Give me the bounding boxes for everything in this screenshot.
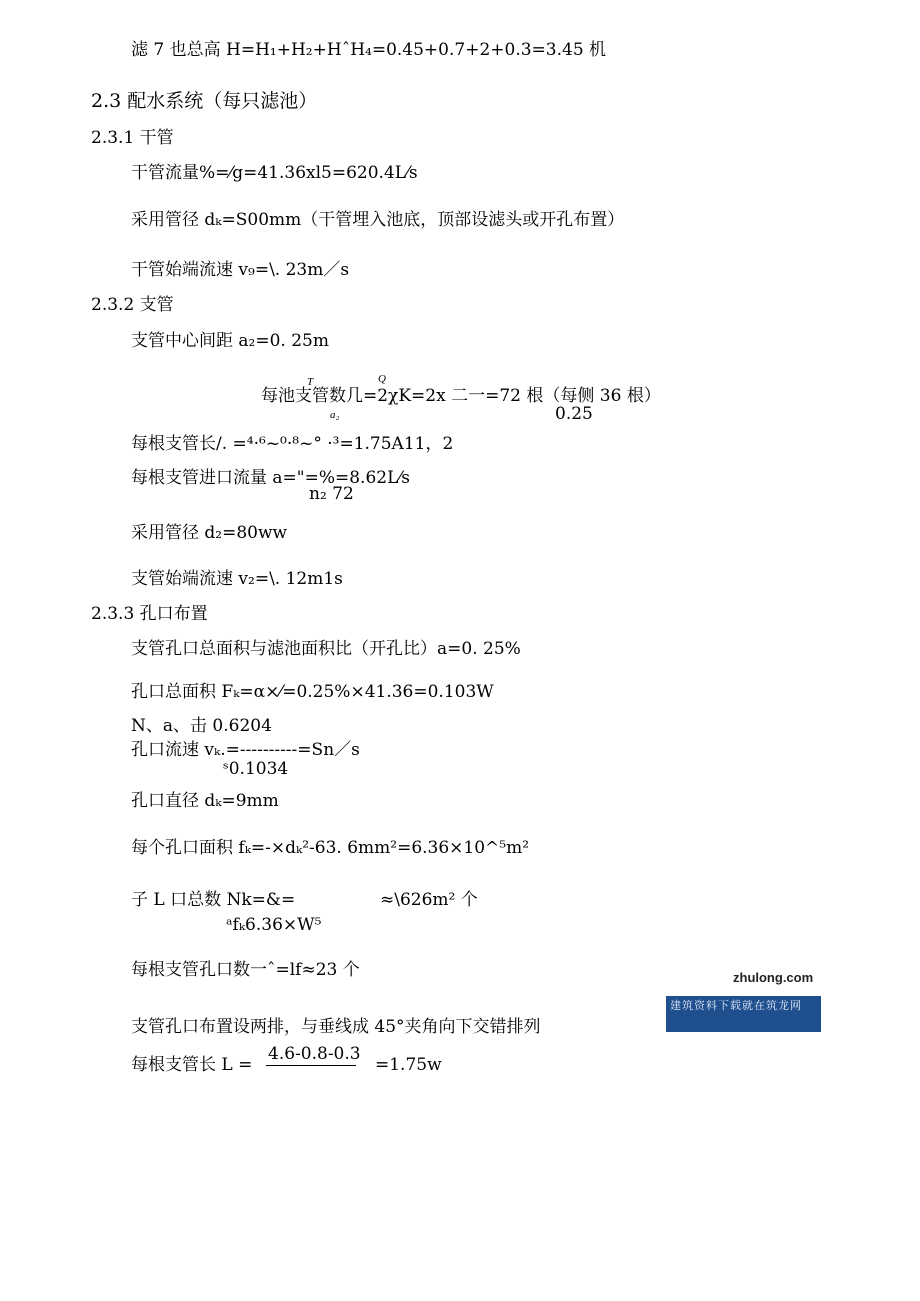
orifice-velocity-denominator: ˢ0.1034: [223, 759, 289, 779]
branch-velocity-line: 支管始端流速 v₂=\. 12m1s: [131, 569, 343, 589]
main-pipe-velocity-line: 干管始端流速 v₉=\. 23m／s: [131, 260, 350, 280]
main-pipe-flow-line: 干管流量%=⁄g=41.36xl5=620.4L⁄s: [131, 163, 418, 183]
branch-length-formula-result: =1.75w: [375, 1055, 442, 1075]
branch-diameter-line: 采用管径 d₂=80ww: [131, 523, 288, 543]
branch-length-line: 每根支管长/. =⁴·⁶~⁰·⁸~° ·³=1.75A11，2: [131, 434, 454, 454]
section-heading-2-3-2: 2.3.2 支管: [91, 295, 174, 315]
orifice-diameter-line: 孔口直径 dₖ=9mm: [131, 791, 279, 811]
branch-count-t-mark: T: [307, 376, 314, 388]
total-height-line: 滤 7 也总高 H=H₁+H₂+HˆH₄=0.45+0.7+2+0.3=3.45 机: [131, 40, 607, 60]
orifice-arrangement-line: 支管孔口布置设两排，与垂线成 45°夹角向下交错排列: [131, 1017, 541, 1037]
orifice-count-denominator: ᵃfₖ6.36×W⁵: [226, 915, 322, 935]
branch-spacing-line: 支管中心间距 a₂=0. 25m: [131, 331, 329, 351]
opening-ratio-line: 支管孔口总面积与滤池面积比（开孔比）a=0. 25%: [131, 639, 521, 659]
orifice-count-line-right: ≈\626m² 个: [380, 890, 478, 910]
watermark-banner: 建筑资料下载就在筑龙网: [666, 996, 821, 1032]
branch-inlet-flow-denominator: n₂ 72: [309, 484, 354, 504]
section-heading-2-3-3: 2.3.3 孔口布置: [91, 604, 208, 624]
branch-length-formula-left: 每根支管长 L =: [131, 1055, 253, 1075]
branch-count-denominator: 0.25: [555, 404, 593, 424]
orifice-velocity-line: 孔口流速 vₖ.=----------=Sn／s: [131, 740, 360, 760]
section-heading-2-3: 2.3 配水系统（每只滤池）: [91, 90, 318, 112]
orifice-total-area-line: 孔口总面积 Fₖ=α×⁄=0.25%×41.36=0.103W: [131, 682, 494, 702]
orifice-count-line-left: 子 L 口总数 Nk=&=: [131, 890, 296, 910]
branch-length-formula-numerator: 4.6-0.8-0.3: [268, 1044, 361, 1064]
orifice-velocity-numerator-line: N、a、击 0.6204: [131, 716, 272, 736]
orifice-area-line: 每个孔口面积 fₖ=-×dₖ²-63. 6mm²=6.36×10^⁵m²: [131, 838, 530, 858]
branch-count-az: a₂: [330, 409, 340, 421]
section-heading-2-3-1: 2.3.1 干管: [91, 128, 174, 148]
orifice-per-branch-line: 每根支管孔口数一ˆ=lf≈23 个: [131, 960, 360, 980]
main-pipe-diameter-line: 采用管径 dₖ=S00mm（干管埋入池底，顶部设滤头或开孔布置）: [131, 210, 625, 230]
watermark-site-text: zhulong.com: [733, 970, 814, 985]
branch-count-q-mark: Q: [378, 373, 386, 385]
branch-inlet-flow-line: 每根支管进口流量 a="=%=8.62L⁄s: [131, 468, 410, 488]
fraction-bar: [266, 1065, 356, 1066]
branch-count-line: 每池支管数几=2χK=2x 二一=72 根（每侧 36 根）: [261, 386, 661, 406]
